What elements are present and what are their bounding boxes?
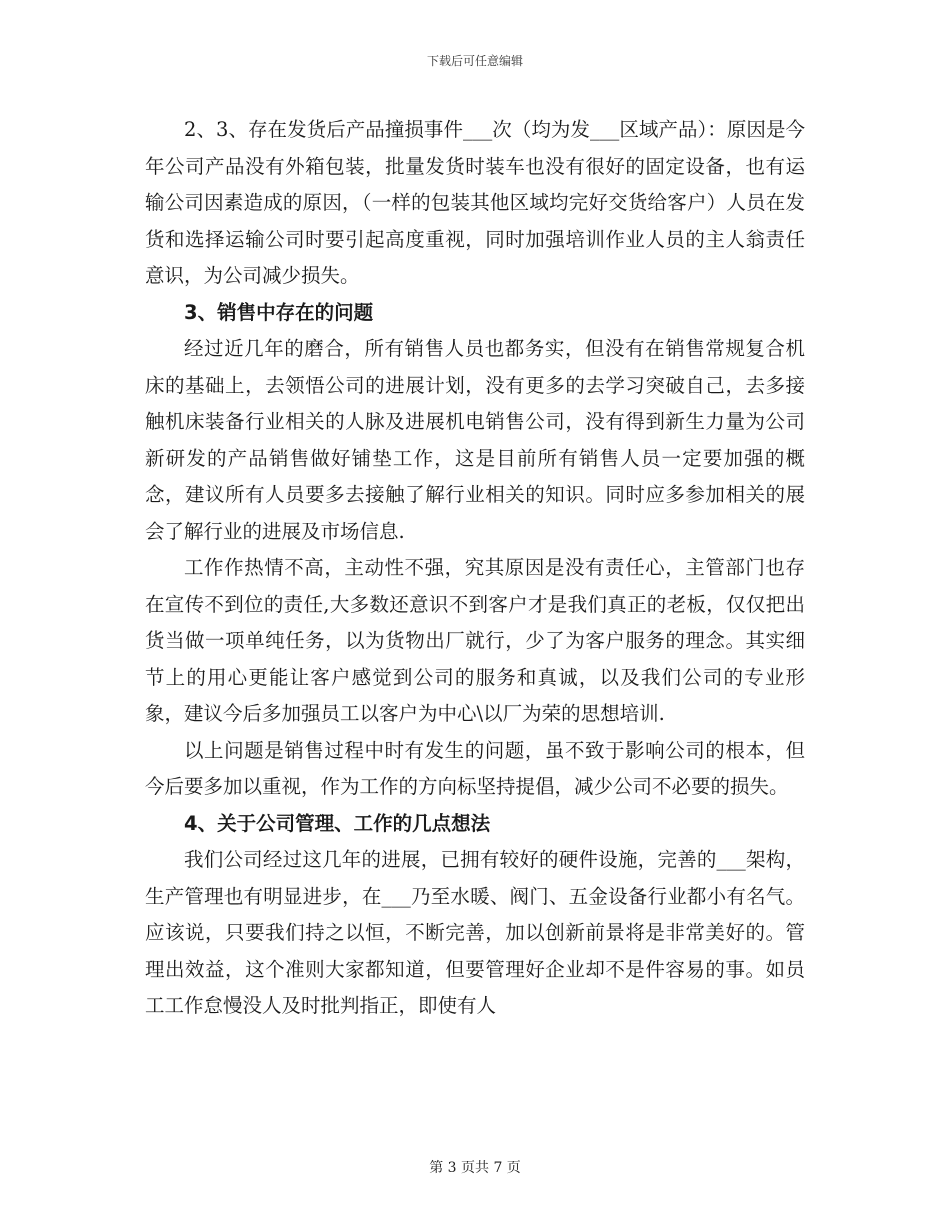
heading-management-ideas: 4、关于公司管理、工作的几点想法 — [184, 811, 491, 835]
page-header: 下载后可任意编辑 — [426, 54, 523, 68]
page-footer: 第 3 页共 7 页 — [429, 1160, 521, 1176]
paragraph-management: 我们公司经过这几年的进展，已拥有较好的硬件设施，完善的___架构，生产管理也有明显进步，在___乃至水暖、阀门、五金设备行业都小有名气。应该说，只要我们持之以恒，不断完善，加以创新前景将是非常美好的。管理出效益，这个准则大家都知道，但要管理好企业却不是件容易的事。如员工工作怠慢没人及时批判指正，即使有人 — [145, 848, 805, 1017]
paragraph-damage-incidents: 2、3、存在发货后产品撞损事件___次（均为发___区域产品）：原因是今年公司产品没有外箱包装，批量发货时装车也没有很好的固定设备，也有运输公司因素造成的原因，（一样的包装其他区域均完好交货给客户）人员在发货和选择运输公司时要引起高度重视，同时加强培训作业人员的主人翁责任意识，为公司减少损失。 — [145, 118, 805, 287]
document-body — [145, 112, 805, 1025]
paragraph-summary: 以上问题是销售过程中时有发生的问题，虽不致于影响公司的根本，但今后要多加以重视，作为工作的方向标坚持提倡，减少公司不必要的损失。 — [145, 738, 805, 798]
paragraph-sales-staff: 经过近几年的磨合，所有销售人员也都务实，但没有在销售常规复合机床的基础上，去领悟公司的进展计划，没有更多的去学习突破自己，去多接触机床装备行业相关的人脉及进展机电销售公司，没有得到新生力量为公司新研发的产品销售做好铺垫工作，这是目前所有销售人员一定要加强的概念，建议所有人员要多去接触了解行业相关的知识。同时应多参加相关的展会了解行业的进展及市场信息. — [145, 337, 805, 543]
paragraph-work-enthusiasm: 工作作热情不高，主动性不强，究其原因是没有责任心，主管部门也存在宣传不到位的责任,大多数还意识不到客户才是我们真正的老板，仅仅把出货当做一项单纯任务，以为货物出厂就行，少了为客户服务的理念。其实细节上的用心更能让客户感觉到公司的服务和真诚，以及我们公司的专业形象，建议今后多加强员工以客户为中心\以厂为荣的思想培训. — [145, 556, 805, 725]
heading-sales-problems: 3、销售中存在的问题 — [184, 300, 374, 324]
